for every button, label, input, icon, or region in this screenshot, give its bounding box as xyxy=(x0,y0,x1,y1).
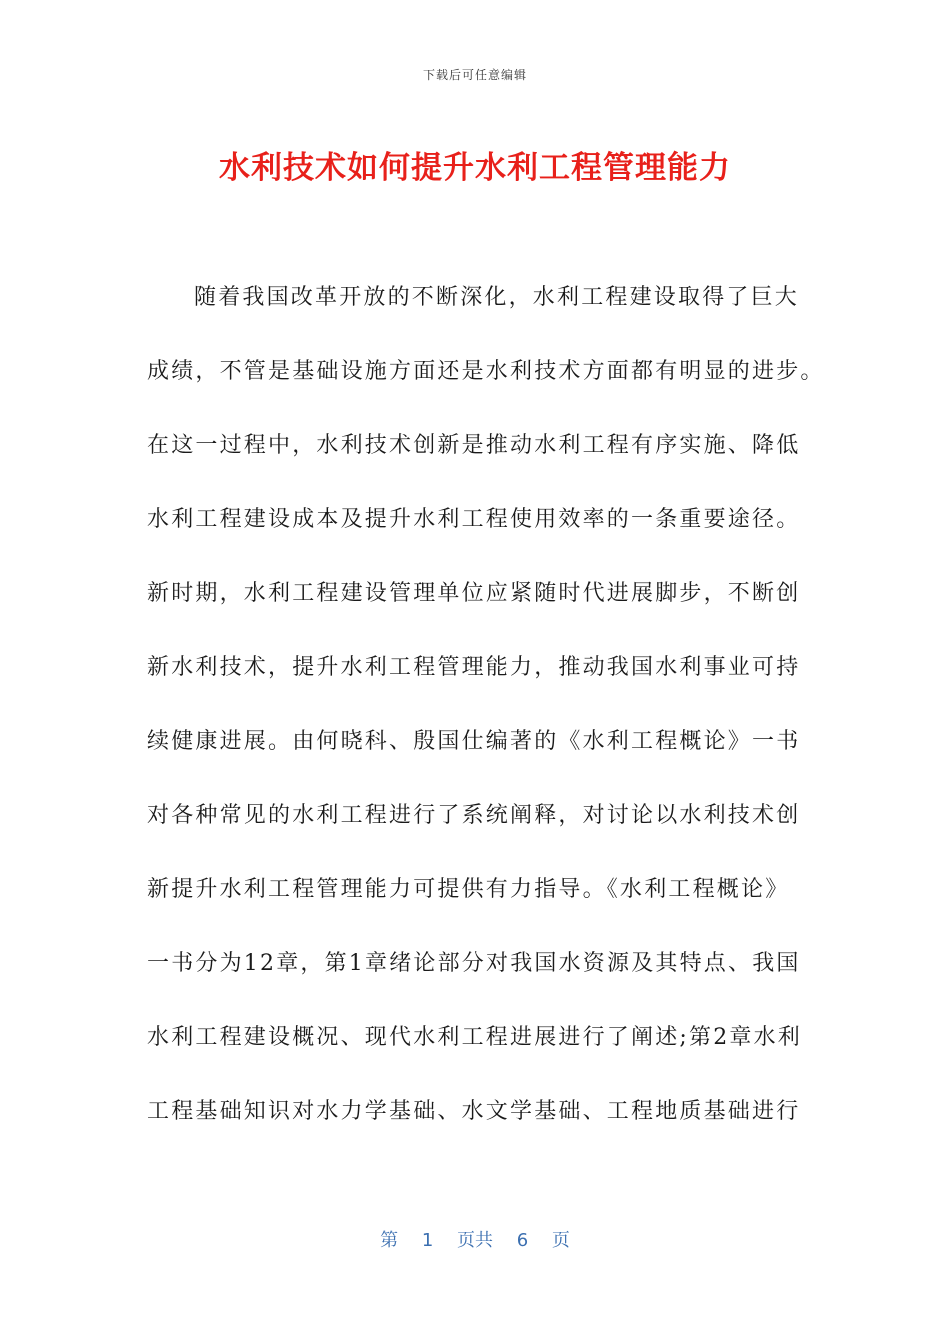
body-line: 新提升水利工程管理能力可提供有力指导。《水利工程概论》 xyxy=(147,877,790,902)
footer-suffix: 页 xyxy=(551,1230,570,1251)
body-line: 新时期，水利工程建设管理单位应紧随时代进展脚步，不断创 xyxy=(147,581,801,606)
footer-middle: 页共 xyxy=(457,1230,493,1251)
body-line: 工程基础知识对水力学基础、水文学基础、工程地质基础进行 xyxy=(147,1099,801,1124)
body-line: 水利工程建设概况、现代水利工程进展进行了阐述;第2章水利 xyxy=(147,1025,803,1050)
body-line: 在这一过程中，水利技术创新是推动水利工程有序实施、降低 xyxy=(147,433,801,458)
header-note: 下载后可任意编辑 xyxy=(422,68,527,82)
document-body xyxy=(147,270,825,1158)
body-line: 成绩，不管是基础设施方面还是水利技术方面都有明显的进步。 xyxy=(147,359,825,384)
body-line: 一书分为12章，第1章绪论部分对我国水资源及其特点、我国 xyxy=(147,951,801,976)
document-title: 水利技术如何提升水利工程管理能力 xyxy=(219,150,731,186)
body-line: 新水利技术，提升水利工程管理能力，推动我国水利事业可持 xyxy=(147,655,801,680)
page-footer xyxy=(0,1226,950,1252)
body-line: 随着我国改革开放的不断深化，水利工程建设取得了巨大 xyxy=(194,285,800,310)
body-line: 对各种常见的水利工程进行了系统阐释，对讨论以水利技术创 xyxy=(147,803,801,828)
body-line: 续健康进展。由何晓科、殷国仕编著的《水利工程概论》一书 xyxy=(147,729,801,754)
footer-total-pages: 6 xyxy=(516,1230,529,1251)
footer-current-page: 1 xyxy=(421,1230,434,1251)
footer-prefix: 第 xyxy=(380,1230,399,1251)
body-line: 水利工程建设成本及提升水利工程使用效率的一条重要途径。 xyxy=(147,507,801,532)
